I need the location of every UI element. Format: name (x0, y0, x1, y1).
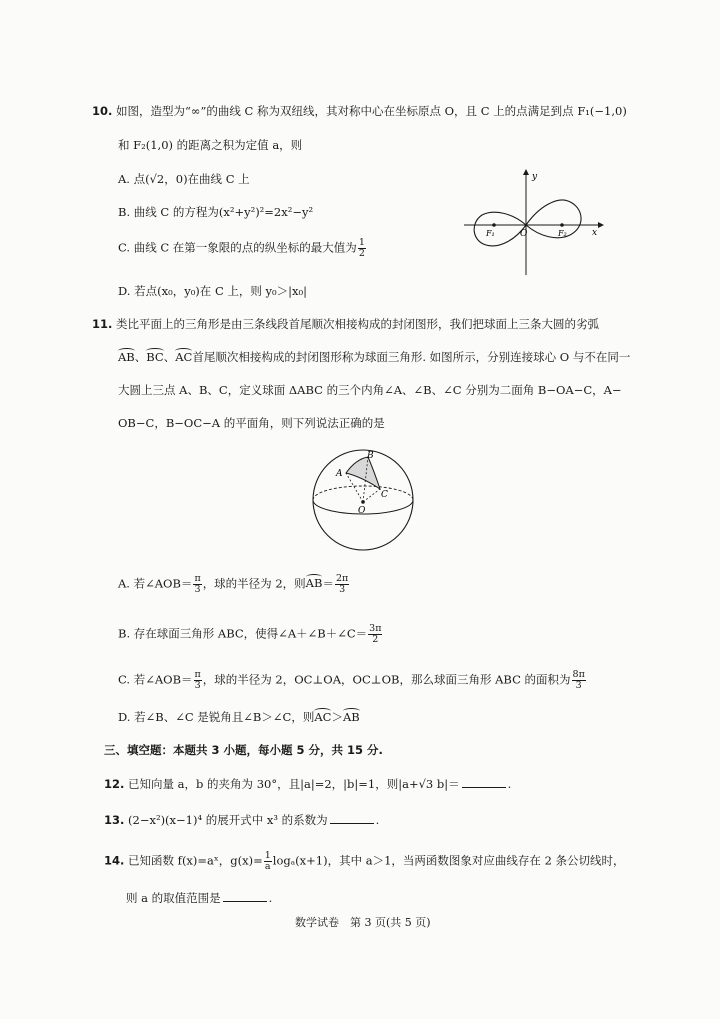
frac-denominator: 3 (194, 583, 201, 595)
frac-numerator: 1 (264, 850, 271, 861)
frac-denominator: a (264, 860, 271, 872)
q11-option-b (118, 624, 383, 645)
q11-option-a-mid: ，球的半径为 2，则 (202, 576, 306, 591)
frac-numerator: π (194, 573, 201, 584)
q11-line4: OB−C，B−OC−A 的平面角，则下列说法正确的是 (118, 416, 385, 430)
separator: 、 (134, 350, 147, 364)
q10-option-d: D. 若点(x₀，y₀)在 C 上，则 y₀＞|x₀| (118, 284, 308, 298)
q11-line2-text: 首尾顺次相接构成的封闭图形称为球面三角形. 如图所示，分别连接球心 O 与不在同一 (192, 350, 631, 364)
x-axis-arrow (598, 222, 604, 228)
fraction (194, 670, 202, 691)
q11-line3: 大圆上三点 A、B、C，定义球面 ΔABC 的三个内角∠A、∠B、∠C 分别为二面角 B−OA−C，A− (118, 383, 622, 397)
oc-line (363, 489, 380, 502)
frac-denominator: 3 (194, 679, 201, 691)
q11-option-a-text: A. 若∠AOB＝ (118, 576, 193, 591)
fraction (193, 574, 201, 595)
frac-denominator: 2 (372, 633, 379, 645)
q11-line2 (118, 352, 630, 364)
q13-number: 13. (104, 813, 125, 827)
q10-option-c-fraction (358, 238, 366, 259)
frac-denominator: 3 (339, 583, 346, 595)
q14-text-mid: logₐ(x+1)，其中 a＞1，当两函数图象对应曲线存在 2 条公切线时， (272, 853, 625, 868)
period: . (507, 777, 512, 791)
q10-number: 10. (92, 104, 113, 118)
q14-text: 已知函数 f(x)=aˣ，g(x)= (128, 853, 263, 868)
arc-ac: AC (175, 350, 193, 364)
fraction (335, 574, 349, 595)
point-c-label: C (381, 490, 388, 500)
point-b-label: B (367, 451, 374, 461)
arc-ab: AB (342, 710, 360, 724)
q10-option-c (118, 238, 367, 259)
point-a-label: A (336, 469, 343, 479)
q10-option-b: B. 曲线 C 的方程为(x²+y²)²=2x²−y² (118, 205, 314, 219)
equals: ＝ (322, 576, 334, 591)
frac-denominator: 2 (358, 247, 365, 259)
lemniscate-curve (474, 200, 581, 246)
arc-ac: AC (314, 710, 332, 724)
q14-number: 14. (104, 853, 125, 868)
f1-label: F₁ (486, 229, 495, 238)
q14-line1 (104, 851, 625, 872)
frac-numerator: 8π (572, 669, 585, 680)
q14-line2-text: 则 a 的取值范围是 (126, 891, 221, 905)
q11-line1-text: 类比平面上的三角形是由三条线段首尾顺次相接构成的封闭图形，我们把球面上三条大圆的劣弧 (116, 317, 600, 331)
y-axis-label: y (532, 172, 538, 182)
frac-numerator: 3π (369, 623, 382, 634)
q12-text: 已知向量 a，b 的夹角为 30°，且|a|=2，|b|=1，则|a+√3 b|＝ (128, 777, 460, 791)
q13 (104, 815, 379, 827)
answer-blank (223, 901, 267, 902)
sphere-figure (308, 445, 418, 555)
q11-option-c (118, 670, 587, 691)
fraction (572, 670, 586, 691)
frac-denominator: 3 (575, 679, 582, 691)
q11-number: 11. (92, 317, 113, 331)
q11-option-a (118, 574, 350, 595)
y-axis-arrow (523, 169, 529, 175)
period: . (268, 891, 273, 905)
frac-numerator: 1 (358, 237, 365, 248)
f2-label: F₂ (558, 229, 567, 238)
q11-line1 (92, 319, 599, 331)
period: . (375, 813, 380, 827)
q11-option-b-text: B. 存在球面三角形 ABC，使得∠A＋∠B＋∠C＝ (118, 626, 368, 641)
q10-line1 (92, 106, 627, 118)
arc-bc: BC (146, 350, 164, 364)
f2-point (560, 223, 564, 227)
q10-option-c-text: C. 曲线 C 在第一象限的点的纵坐标的最大值为 (118, 240, 357, 255)
fraction (368, 624, 382, 645)
q11-option-d (118, 712, 360, 724)
origin-label: O (520, 229, 528, 239)
answer-blank (330, 823, 374, 824)
q10-stem2: 和 F₂(1,0) 的距离之积为定值 a，则 (118, 138, 303, 152)
q12 (104, 779, 511, 791)
equator-back (313, 486, 413, 500)
fraction (264, 851, 272, 872)
center-point (361, 500, 365, 504)
separator: 、 (163, 350, 176, 364)
q10-option-a: A. 点(√2，0)在曲线 C 上 (118, 172, 250, 186)
q11-option-c-mid: ，球的半径为 2，OC⊥OA，OC⊥OB，那么球面三角形 ABC 的面积为 (202, 672, 571, 687)
spherical-triangle (346, 457, 380, 489)
frac-numerator: 2π (335, 573, 349, 584)
arc-ab: AB (305, 576, 323, 591)
answer-blank (462, 787, 506, 788)
q14-line2 (126, 893, 272, 905)
page-footer: 数学试卷 第 3 页(共 5 页) (295, 916, 431, 929)
q10-stem1: 如图，造型为“∞”的曲线 C 称为双纽线，其对称中心在坐标原点 O，且 C 上的点满足到点 F₁(−1,0) (116, 104, 627, 118)
f1-point (492, 223, 496, 227)
lemniscate-figure (462, 165, 604, 277)
section-3-heading: 三、填空题：本题共 3 小题，每小题 5 分，共 15 分. (104, 743, 383, 757)
q11-option-c-text: C. 若∠AOB＝ (118, 672, 193, 687)
greater-than: ＞ (331, 710, 343, 724)
x-axis-label: x (592, 228, 598, 238)
q11-option-d-text: D. 若∠B、∠C 是锐角且∠B＞∠C，则 (118, 710, 315, 724)
frac-numerator: π (194, 669, 201, 680)
q13-text: (2−x²)(x−1)⁴ 的展开式中 x³ 的系数为 (128, 813, 328, 827)
center-o-label: O (358, 506, 366, 516)
q12-number: 12. (104, 777, 125, 791)
arc-ab: AB (118, 350, 135, 364)
